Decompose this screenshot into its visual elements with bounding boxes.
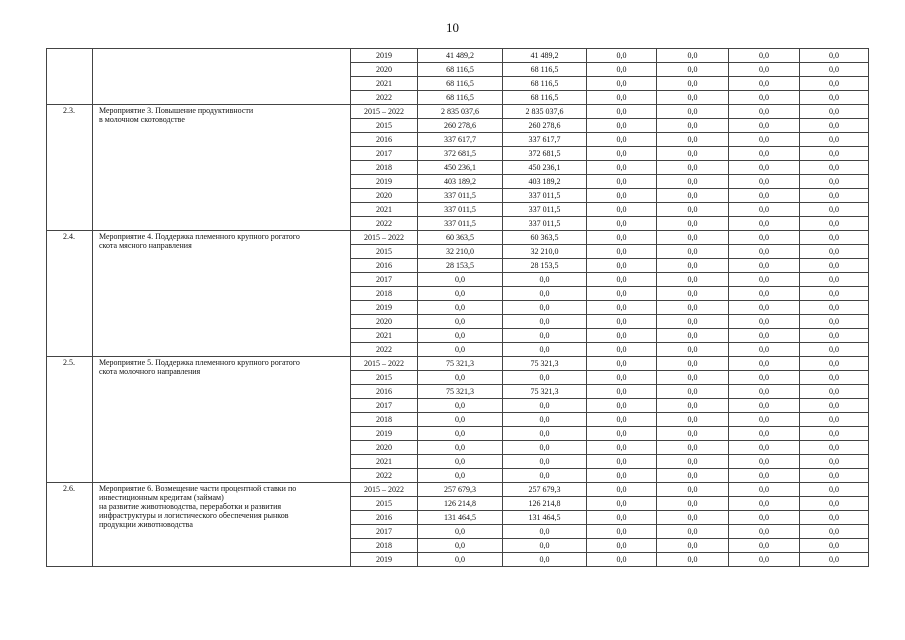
value-cell: 0,0 <box>729 357 800 371</box>
value-cell: 0,0 <box>503 553 587 567</box>
year-cell: 2017 <box>351 147 418 161</box>
item-number: 2.5. <box>47 357 93 483</box>
value-cell: 0,0 <box>587 77 657 91</box>
year-cell: 2022 <box>351 343 418 357</box>
value-cell: 0,0 <box>800 329 869 343</box>
year-cell: 2019 <box>351 175 418 189</box>
value-cell: 0,0 <box>587 217 657 231</box>
value-cell: 0,0 <box>800 77 869 91</box>
value-cell: 0,0 <box>657 147 729 161</box>
value-cell: 0,0 <box>587 259 657 273</box>
value-cell: 372 681,5 <box>503 147 587 161</box>
item-name-line: Мероприятие 4. Поддержка племенного крупного рогатого <box>99 232 300 241</box>
value-cell: 131 464,5 <box>418 511 503 525</box>
value-cell: 260 278,6 <box>418 119 503 133</box>
year-cell: 2018 <box>351 413 418 427</box>
value-cell: 0,0 <box>418 287 503 301</box>
value-cell: 0,0 <box>657 49 729 63</box>
value-cell: 372 681,5 <box>418 147 503 161</box>
value-cell: 0,0 <box>800 119 869 133</box>
year-cell: 2015 – 2022 <box>351 105 418 119</box>
value-cell: 0,0 <box>657 175 729 189</box>
value-cell: 0,0 <box>657 217 729 231</box>
year-cell: 2019 <box>351 301 418 315</box>
value-cell: 0,0 <box>729 511 800 525</box>
value-cell: 0,0 <box>800 49 869 63</box>
value-cell: 0,0 <box>503 441 587 455</box>
value-cell: 0,0 <box>657 77 729 91</box>
value-cell: 0,0 <box>729 63 800 77</box>
year-cell: 2015 – 2022 <box>351 483 418 497</box>
value-cell: 0,0 <box>587 175 657 189</box>
value-cell: 0,0 <box>587 329 657 343</box>
value-cell: 0,0 <box>657 273 729 287</box>
value-cell: 0,0 <box>729 413 800 427</box>
item-number: 2.6. <box>47 483 93 567</box>
value-cell: 0,0 <box>657 469 729 483</box>
value-cell: 337 011,5 <box>503 217 587 231</box>
value-cell: 0,0 <box>503 315 587 329</box>
value-cell: 0,0 <box>503 371 587 385</box>
funding-table <box>46 48 869 567</box>
value-cell: 0,0 <box>657 133 729 147</box>
year-cell: 2019 <box>351 553 418 567</box>
value-cell: 0,0 <box>800 357 869 371</box>
value-cell: 0,0 <box>729 49 800 63</box>
value-cell: 41 489,2 <box>418 49 503 63</box>
item-number: 2.4. <box>47 231 93 357</box>
value-cell: 75 321,3 <box>503 385 587 399</box>
value-cell: 0,0 <box>800 315 869 329</box>
value-cell: 0,0 <box>587 49 657 63</box>
year-cell: 2015 – 2022 <box>351 357 418 371</box>
value-cell: 0,0 <box>503 413 587 427</box>
item-name <box>93 231 351 357</box>
year-cell: 2020 <box>351 63 418 77</box>
item-number <box>47 49 93 105</box>
value-cell: 0,0 <box>800 147 869 161</box>
value-cell: 0,0 <box>587 133 657 147</box>
value-cell: 0,0 <box>503 427 587 441</box>
value-cell: 0,0 <box>729 301 800 315</box>
value-cell: 28 153,5 <box>418 259 503 273</box>
value-cell: 0,0 <box>503 455 587 469</box>
value-cell: 0,0 <box>729 161 800 175</box>
value-cell: 68 116,5 <box>503 91 587 105</box>
item-name-line: на развитие животноводства, переработки и развития <box>99 502 282 511</box>
year-cell: 2015 – 2022 <box>351 231 418 245</box>
value-cell: 0,0 <box>800 539 869 553</box>
item-name <box>93 357 351 483</box>
value-cell: 0,0 <box>800 371 869 385</box>
year-cell: 2020 <box>351 189 418 203</box>
value-cell: 0,0 <box>800 231 869 245</box>
value-cell: 0,0 <box>729 455 800 469</box>
value-cell: 0,0 <box>657 343 729 357</box>
value-cell: 0,0 <box>800 483 869 497</box>
value-cell: 0,0 <box>729 133 800 147</box>
value-cell: 0,0 <box>800 161 869 175</box>
value-cell: 68 116,5 <box>418 91 503 105</box>
value-cell: 0,0 <box>729 553 800 567</box>
table-row <box>47 105 869 119</box>
value-cell: 0,0 <box>800 525 869 539</box>
value-cell: 0,0 <box>657 329 729 343</box>
item-name-line: инфраструктуры и логистического обеспечения рынков <box>99 511 289 520</box>
value-cell: 0,0 <box>587 147 657 161</box>
year-cell: 2020 <box>351 441 418 455</box>
year-cell: 2015 <box>351 497 418 511</box>
value-cell: 0,0 <box>418 413 503 427</box>
value-cell: 0,0 <box>587 343 657 357</box>
value-cell: 0,0 <box>587 399 657 413</box>
value-cell: 0,0 <box>657 553 729 567</box>
value-cell: 0,0 <box>800 63 869 77</box>
year-cell: 2016 <box>351 385 418 399</box>
value-cell: 0,0 <box>729 91 800 105</box>
value-cell: 0,0 <box>729 273 800 287</box>
year-cell: 2019 <box>351 49 418 63</box>
value-cell: 0,0 <box>418 399 503 413</box>
item-name-line: в молочном скотоводстве <box>99 115 185 124</box>
value-cell: 0,0 <box>418 469 503 483</box>
value-cell: 0,0 <box>800 553 869 567</box>
value-cell: 0,0 <box>657 315 729 329</box>
item-name <box>93 49 351 105</box>
value-cell: 0,0 <box>729 217 800 231</box>
value-cell: 0,0 <box>800 105 869 119</box>
value-cell: 0,0 <box>587 315 657 329</box>
value-cell: 0,0 <box>729 105 800 119</box>
value-cell: 0,0 <box>657 119 729 133</box>
value-cell: 0,0 <box>729 483 800 497</box>
value-cell: 0,0 <box>800 497 869 511</box>
value-cell: 0,0 <box>800 287 869 301</box>
value-cell: 0,0 <box>800 273 869 287</box>
item-name-line: скота мясного направления <box>99 241 192 250</box>
value-cell: 0,0 <box>657 301 729 315</box>
value-cell: 0,0 <box>729 525 800 539</box>
value-cell: 0,0 <box>729 441 800 455</box>
item-name-line: скота молочного направления <box>99 367 201 376</box>
value-cell: 0,0 <box>418 455 503 469</box>
year-cell: 2021 <box>351 455 418 469</box>
value-cell: 0,0 <box>503 399 587 413</box>
value-cell: 0,0 <box>587 497 657 511</box>
value-cell: 0,0 <box>657 413 729 427</box>
value-cell: 0,0 <box>729 497 800 511</box>
value-cell: 0,0 <box>657 539 729 553</box>
value-cell: 0,0 <box>657 161 729 175</box>
value-cell: 0,0 <box>657 427 729 441</box>
value-cell: 28 153,5 <box>503 259 587 273</box>
value-cell: 75 321,3 <box>418 357 503 371</box>
value-cell: 337 011,5 <box>418 203 503 217</box>
value-cell: 0,0 <box>503 329 587 343</box>
value-cell: 0,0 <box>587 273 657 287</box>
value-cell: 0,0 <box>587 105 657 119</box>
value-cell: 0,0 <box>587 357 657 371</box>
year-cell: 2015 <box>351 371 418 385</box>
value-cell: 0,0 <box>587 203 657 217</box>
value-cell: 0,0 <box>587 161 657 175</box>
value-cell: 0,0 <box>800 91 869 105</box>
year-cell: 2015 <box>351 119 418 133</box>
value-cell: 60 363,5 <box>418 231 503 245</box>
value-cell: 0,0 <box>587 525 657 539</box>
value-cell: 0,0 <box>587 385 657 399</box>
value-cell: 0,0 <box>587 455 657 469</box>
value-cell: 0,0 <box>729 343 800 357</box>
value-cell: 0,0 <box>729 77 800 91</box>
value-cell: 0,0 <box>587 119 657 133</box>
value-cell: 0,0 <box>657 357 729 371</box>
value-cell: 450 236,1 <box>418 161 503 175</box>
value-cell: 0,0 <box>587 441 657 455</box>
value-cell: 0,0 <box>800 427 869 441</box>
item-name-line: продукции животноводства <box>99 520 193 529</box>
value-cell: 0,0 <box>657 371 729 385</box>
value-cell: 0,0 <box>657 105 729 119</box>
value-cell: 0,0 <box>800 259 869 273</box>
table-row <box>47 49 869 63</box>
year-cell: 2022 <box>351 91 418 105</box>
value-cell: 32 210,0 <box>418 245 503 259</box>
value-cell: 0,0 <box>800 301 869 315</box>
value-cell: 0,0 <box>729 385 800 399</box>
year-cell: 2022 <box>351 469 418 483</box>
value-cell: 0,0 <box>418 371 503 385</box>
year-cell: 2017 <box>351 273 418 287</box>
value-cell: 450 236,1 <box>503 161 587 175</box>
value-cell: 0,0 <box>418 427 503 441</box>
year-cell: 2018 <box>351 539 418 553</box>
year-cell: 2022 <box>351 217 418 231</box>
table-row <box>47 231 869 245</box>
year-cell: 2019 <box>351 427 418 441</box>
item-name <box>93 483 351 567</box>
value-cell: 0,0 <box>587 245 657 259</box>
value-cell: 41 489,2 <box>503 49 587 63</box>
value-cell: 337 011,5 <box>418 217 503 231</box>
value-cell: 2 835 037,6 <box>418 105 503 119</box>
value-cell: 0,0 <box>657 385 729 399</box>
value-cell: 0,0 <box>800 203 869 217</box>
value-cell: 0,0 <box>657 91 729 105</box>
value-cell: 0,0 <box>418 539 503 553</box>
value-cell: 75 321,3 <box>503 357 587 371</box>
value-cell: 0,0 <box>729 147 800 161</box>
value-cell: 0,0 <box>587 63 657 77</box>
value-cell: 0,0 <box>657 203 729 217</box>
value-cell: 0,0 <box>800 511 869 525</box>
value-cell: 0,0 <box>418 553 503 567</box>
value-cell: 0,0 <box>729 245 800 259</box>
value-cell: 0,0 <box>418 315 503 329</box>
value-cell: 0,0 <box>657 441 729 455</box>
year-cell: 2016 <box>351 259 418 273</box>
value-cell: 403 189,2 <box>418 175 503 189</box>
value-cell: 0,0 <box>503 343 587 357</box>
value-cell: 0,0 <box>657 455 729 469</box>
value-cell: 0,0 <box>800 189 869 203</box>
item-number: 2.3. <box>47 105 93 231</box>
value-cell: 0,0 <box>503 301 587 315</box>
value-cell: 0,0 <box>800 399 869 413</box>
value-cell: 0,0 <box>657 497 729 511</box>
value-cell: 0,0 <box>800 133 869 147</box>
value-cell: 0,0 <box>729 287 800 301</box>
value-cell: 403 189,2 <box>503 175 587 189</box>
value-cell: 0,0 <box>657 189 729 203</box>
value-cell: 0,0 <box>503 469 587 483</box>
year-cell: 2016 <box>351 133 418 147</box>
value-cell: 126 214,8 <box>503 497 587 511</box>
value-cell: 32 210,0 <box>503 245 587 259</box>
value-cell: 0,0 <box>587 427 657 441</box>
year-cell: 2015 <box>351 245 418 259</box>
year-cell: 2021 <box>351 77 418 91</box>
value-cell: 0,0 <box>800 175 869 189</box>
year-cell: 2021 <box>351 203 418 217</box>
value-cell: 337 011,5 <box>418 189 503 203</box>
value-cell: 0,0 <box>800 441 869 455</box>
value-cell: 0,0 <box>729 231 800 245</box>
value-cell: 0,0 <box>729 539 800 553</box>
value-cell: 0,0 <box>657 231 729 245</box>
year-cell: 2017 <box>351 525 418 539</box>
item-name <box>93 105 351 231</box>
value-cell: 0,0 <box>800 455 869 469</box>
value-cell: 0,0 <box>587 553 657 567</box>
value-cell: 0,0 <box>587 371 657 385</box>
value-cell: 0,0 <box>800 245 869 259</box>
value-cell: 260 278,6 <box>503 119 587 133</box>
value-cell: 0,0 <box>418 343 503 357</box>
value-cell: 0,0 <box>729 371 800 385</box>
value-cell: 0,0 <box>729 399 800 413</box>
value-cell: 0,0 <box>729 315 800 329</box>
value-cell: 0,0 <box>729 119 800 133</box>
value-cell: 0,0 <box>587 189 657 203</box>
value-cell: 126 214,8 <box>418 497 503 511</box>
value-cell: 0,0 <box>657 259 729 273</box>
value-cell: 257 679,3 <box>503 483 587 497</box>
value-cell: 2 835 037,6 <box>503 105 587 119</box>
value-cell: 0,0 <box>657 483 729 497</box>
value-cell: 0,0 <box>729 329 800 343</box>
value-cell: 0,0 <box>800 469 869 483</box>
year-cell: 2018 <box>351 287 418 301</box>
value-cell: 337 617,7 <box>503 133 587 147</box>
value-cell: 0,0 <box>418 329 503 343</box>
value-cell: 60 363,5 <box>503 231 587 245</box>
value-cell: 0,0 <box>418 525 503 539</box>
value-cell: 68 116,5 <box>503 77 587 91</box>
value-cell: 0,0 <box>587 511 657 525</box>
value-cell: 68 116,5 <box>418 77 503 91</box>
value-cell: 0,0 <box>587 301 657 315</box>
value-cell: 0,0 <box>800 385 869 399</box>
value-cell: 0,0 <box>587 469 657 483</box>
value-cell: 0,0 <box>503 273 587 287</box>
value-cell: 0,0 <box>657 245 729 259</box>
value-cell: 0,0 <box>729 469 800 483</box>
value-cell: 0,0 <box>587 91 657 105</box>
value-cell: 0,0 <box>418 441 503 455</box>
value-cell: 131 464,5 <box>503 511 587 525</box>
value-cell: 0,0 <box>503 525 587 539</box>
value-cell: 0,0 <box>418 301 503 315</box>
value-cell: 337 011,5 <box>503 189 587 203</box>
year-cell: 2018 <box>351 161 418 175</box>
item-name-line: Мероприятие 5. Поддержка племенного крупного рогатого <box>99 358 300 367</box>
value-cell: 0,0 <box>587 287 657 301</box>
value-cell: 337 617,7 <box>418 133 503 147</box>
value-cell: 0,0 <box>657 63 729 77</box>
item-name-line: Мероприятие 3. Повышение продуктивности <box>99 106 254 115</box>
page-number: 10 <box>446 20 459 35</box>
year-cell: 2017 <box>351 399 418 413</box>
value-cell: 68 116,5 <box>503 63 587 77</box>
year-cell: 2020 <box>351 315 418 329</box>
value-cell: 337 011,5 <box>503 203 587 217</box>
table-row <box>47 357 869 371</box>
value-cell: 0,0 <box>657 287 729 301</box>
value-cell: 0,0 <box>729 203 800 217</box>
value-cell: 75 321,3 <box>418 385 503 399</box>
value-cell: 0,0 <box>587 413 657 427</box>
value-cell: 0,0 <box>800 343 869 357</box>
value-cell: 0,0 <box>587 483 657 497</box>
year-cell: 2016 <box>351 511 418 525</box>
year-cell: 2021 <box>351 329 418 343</box>
value-cell: 0,0 <box>729 175 800 189</box>
value-cell: 0,0 <box>729 427 800 441</box>
value-cell: 0,0 <box>587 231 657 245</box>
value-cell: 0,0 <box>800 217 869 231</box>
item-name-line: Мероприятие 6. Возмещение части процентной ставки по <box>99 484 297 493</box>
item-name-line: инвестиционным кредитам (займам) <box>99 493 224 502</box>
value-cell: 0,0 <box>418 273 503 287</box>
value-cell: 0,0 <box>729 259 800 273</box>
value-cell: 0,0 <box>800 413 869 427</box>
value-cell: 0,0 <box>587 539 657 553</box>
value-cell: 0,0 <box>503 539 587 553</box>
value-cell: 0,0 <box>657 525 729 539</box>
value-cell: 0,0 <box>729 189 800 203</box>
value-cell: 257 679,3 <box>418 483 503 497</box>
value-cell: 0,0 <box>503 287 587 301</box>
value-cell: 0,0 <box>657 511 729 525</box>
table-row <box>47 483 869 497</box>
value-cell: 0,0 <box>657 399 729 413</box>
value-cell: 68 116,5 <box>418 63 503 77</box>
